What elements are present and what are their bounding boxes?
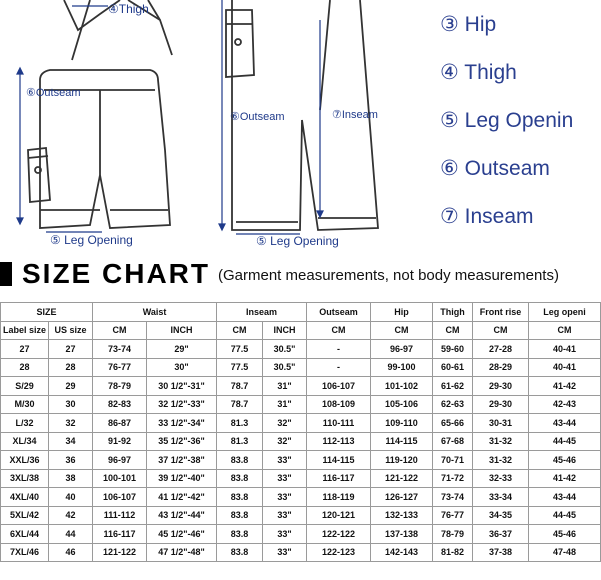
table-row xyxy=(1,395,601,414)
cell-thigh-cm: 60-61 xyxy=(433,358,473,377)
cell-waist-inch: 45 1/2"-46" xyxy=(147,525,217,544)
size-chart-subtitle: (Garment measurements, not body measurements) xyxy=(218,267,559,284)
cell-leg-opening-cm: 44-45 xyxy=(529,432,601,451)
cell-front-rise-cm: 31-32 xyxy=(473,432,529,451)
cell-hip-cm: 96-97 xyxy=(371,340,433,359)
cell-waist-cm: 73-74 xyxy=(93,340,147,359)
sub-header-label-size: Label size xyxy=(1,321,49,340)
cell-front-rise-cm: 37-38 xyxy=(473,543,529,562)
sub-header-hip-cm: CM xyxy=(371,321,433,340)
cell-inseam-cm: 83.8 xyxy=(217,451,263,470)
cell-waist-cm: 96-97 xyxy=(93,451,147,470)
cell-thigh-cm: 62-63 xyxy=(433,395,473,414)
cell-inseam-cm: 83.8 xyxy=(217,469,263,488)
sub-header-leg-opening-cm: CM xyxy=(529,321,601,340)
cell-front-rise-cm: 32-33 xyxy=(473,469,529,488)
group-header-leg-opening: Leg openi xyxy=(529,303,601,322)
cell-hip-cm: 101-102 xyxy=(371,377,433,396)
cell-outseam-cm: - xyxy=(307,358,371,377)
cell-waist-inch: 30 1/2"-31" xyxy=(147,377,217,396)
cell-outseam-cm: 122-123 xyxy=(307,543,371,562)
cell-waist-inch: 41 1/2"-42" xyxy=(147,488,217,507)
cell-label-size: 28 xyxy=(1,358,49,377)
sub-header-outseam-cm: CM xyxy=(307,321,371,340)
cell-inseam-inch: 33" xyxy=(263,469,307,488)
sub-header-waist-inch: INCH xyxy=(147,321,217,340)
cell-us-size: 32 xyxy=(49,414,93,433)
size-chart-table xyxy=(0,302,601,562)
size-chart-body xyxy=(1,340,601,562)
table-row xyxy=(1,340,601,359)
cell-leg-opening-cm: 40-41 xyxy=(529,358,601,377)
cell-waist-cm: 121-122 xyxy=(93,543,147,562)
cell-waist-inch: 37 1/2"-38" xyxy=(147,451,217,470)
cell-leg-opening-cm: 41-42 xyxy=(529,377,601,396)
cell-thigh-cm: 73-74 xyxy=(433,488,473,507)
cell-front-rise-cm: 28-29 xyxy=(473,358,529,377)
cell-inseam-cm: 83.8 xyxy=(217,525,263,544)
cell-us-size: 38 xyxy=(49,469,93,488)
cell-waist-cm: 86-87 xyxy=(93,414,147,433)
cell-inseam-cm: 83.8 xyxy=(217,506,263,525)
size-chart-header xyxy=(0,258,580,288)
cell-inseam-cm: 81.3 xyxy=(217,432,263,451)
cell-waist-inch: 29" xyxy=(147,340,217,359)
size-chart-title: SIZE CHART xyxy=(22,258,210,289)
group-header-front-rise: Front rise xyxy=(473,303,529,322)
group-header-waist: Waist xyxy=(93,303,217,322)
table-row xyxy=(1,414,601,433)
cell-leg-opening-cm: 40-41 xyxy=(529,340,601,359)
cell-hip-cm: 132-133 xyxy=(371,506,433,525)
short-leg-opening-label: ⑤ Leg Opening xyxy=(50,233,133,247)
sub-header-thigh-cm: CM xyxy=(433,321,473,340)
cell-us-size: 40 xyxy=(49,488,93,507)
cell-us-size: 42 xyxy=(49,506,93,525)
cell-label-size: 6XL/44 xyxy=(1,525,49,544)
cell-hip-cm: 119-120 xyxy=(371,451,433,470)
long-inseam-label: ⑦Inseam xyxy=(332,109,378,121)
cell-waist-cm: 78-79 xyxy=(93,377,147,396)
cell-leg-opening-cm: 47-48 xyxy=(529,543,601,562)
table-row xyxy=(1,525,601,544)
cell-outseam-cm: 108-109 xyxy=(307,395,371,414)
cell-hip-cm: 121-122 xyxy=(371,469,433,488)
group-header-hip: Hip xyxy=(371,303,433,322)
cell-label-size: S/29 xyxy=(1,377,49,396)
cell-inseam-inch: 32" xyxy=(263,432,307,451)
legend-thigh: ④ Thigh xyxy=(440,61,517,84)
cell-thigh-cm: 76-77 xyxy=(433,506,473,525)
cell-front-rise-cm: 30-31 xyxy=(473,414,529,433)
cell-label-size: 3XL/38 xyxy=(1,469,49,488)
cell-leg-opening-cm: 43-44 xyxy=(529,488,601,507)
long-leg-opening-label: ⑤ Leg Opening xyxy=(256,234,339,248)
cell-outseam-cm: 116-117 xyxy=(307,469,371,488)
sub-header-row xyxy=(1,321,601,340)
cell-inseam-inch: 33" xyxy=(263,525,307,544)
group-header-inseam: Inseam xyxy=(217,303,307,322)
cell-outseam-cm: 112-113 xyxy=(307,432,371,451)
cell-waist-cm: 116-117 xyxy=(93,525,147,544)
cell-leg-opening-cm: 41-42 xyxy=(529,469,601,488)
legend-hip: ③ Hip xyxy=(440,13,497,36)
cell-label-size: XXL/36 xyxy=(1,451,49,470)
cell-inseam-cm: 83.8 xyxy=(217,543,263,562)
group-header-outseam: Outseam xyxy=(307,303,371,322)
legend-inseam: ⑦ Inseam xyxy=(440,205,534,228)
cell-inseam-cm: 83.8 xyxy=(217,488,263,507)
cell-outseam-cm: 114-115 xyxy=(307,451,371,470)
cell-waist-cm: 76-77 xyxy=(93,358,147,377)
cell-label-size: 4XL/40 xyxy=(1,488,49,507)
cell-hip-cm: 137-138 xyxy=(371,525,433,544)
cell-thigh-cm: 61-62 xyxy=(433,377,473,396)
long-outseam-label: ⑥Outseam xyxy=(230,111,285,123)
cell-label-size: L/32 xyxy=(1,414,49,433)
cell-waist-inch: 47 1/2"-48" xyxy=(147,543,217,562)
cell-label-size: 27 xyxy=(1,340,49,359)
garment-diagram xyxy=(0,0,580,258)
thigh-label: ④Thigh xyxy=(108,2,149,16)
cell-front-rise-cm: 34-35 xyxy=(473,506,529,525)
cell-inseam-inch: 33" xyxy=(263,488,307,507)
cell-outseam-cm: 122-122 xyxy=(307,525,371,544)
cell-label-size: 5XL/42 xyxy=(1,506,49,525)
cell-waist-cm: 82-83 xyxy=(93,395,147,414)
cell-thigh-cm: 59-60 xyxy=(433,340,473,359)
table-row xyxy=(1,469,601,488)
cell-waist-inch: 43 1/2"-44" xyxy=(147,506,217,525)
table-row xyxy=(1,358,601,377)
cell-hip-cm: 105-106 xyxy=(371,395,433,414)
cell-us-size: 30 xyxy=(49,395,93,414)
cell-thigh-cm: 71-72 xyxy=(433,469,473,488)
table-row xyxy=(1,488,601,507)
table-row xyxy=(1,432,601,451)
cell-outseam-cm: 118-119 xyxy=(307,488,371,507)
cell-waist-inch: 39 1/2"-40" xyxy=(147,469,217,488)
cell-inseam-cm: 81.3 xyxy=(217,414,263,433)
cell-inseam-inch: 33" xyxy=(263,451,307,470)
cell-inseam-cm: 77.5 xyxy=(217,340,263,359)
cell-front-rise-cm: 31-32 xyxy=(473,451,529,470)
sub-header-front-rise-cm: CM xyxy=(473,321,529,340)
cell-thigh-cm: 78-79 xyxy=(433,525,473,544)
cell-label-size: XL/34 xyxy=(1,432,49,451)
cell-thigh-cm: 67-68 xyxy=(433,432,473,451)
cell-hip-cm: 109-110 xyxy=(371,414,433,433)
cell-waist-cm: 91-92 xyxy=(93,432,147,451)
cell-hip-cm: 142-143 xyxy=(371,543,433,562)
table-row xyxy=(1,506,601,525)
cell-hip-cm: 114-115 xyxy=(371,432,433,451)
cell-label-size: M/30 xyxy=(1,395,49,414)
cell-inseam-cm: 78.7 xyxy=(217,395,263,414)
cell-hip-cm: 126-127 xyxy=(371,488,433,507)
cell-waist-cm: 106-107 xyxy=(93,488,147,507)
cell-thigh-cm: 65-66 xyxy=(433,414,473,433)
sub-header-waist-cm: CM xyxy=(93,321,147,340)
cell-us-size: 44 xyxy=(49,525,93,544)
cell-outseam-cm: 106-107 xyxy=(307,377,371,396)
cell-front-rise-cm: 36-37 xyxy=(473,525,529,544)
cell-leg-opening-cm: 45-46 xyxy=(529,525,601,544)
cell-waist-inch: 30" xyxy=(147,358,217,377)
table-row xyxy=(1,377,601,396)
cell-hip-cm: 99-100 xyxy=(371,358,433,377)
table-row xyxy=(1,451,601,470)
legend-leg-opening: ⑤ Leg Openin xyxy=(440,109,574,132)
sub-header-inseam-cm: CM xyxy=(217,321,263,340)
cell-waist-inch: 33 1/2"-34" xyxy=(147,414,217,433)
cell-us-size: 46 xyxy=(49,543,93,562)
cell-us-size: 29 xyxy=(49,377,93,396)
cell-front-rise-cm: 29-30 xyxy=(473,395,529,414)
sub-header-us-size: US size xyxy=(49,321,93,340)
cell-waist-cm: 100-101 xyxy=(93,469,147,488)
short-outseam-label: ⑥Outseam xyxy=(26,87,81,99)
sub-header-inseam-inch: INCH xyxy=(263,321,307,340)
cell-waist-inch: 32 1/2"-33" xyxy=(147,395,217,414)
cell-thigh-cm: 70-71 xyxy=(433,451,473,470)
cell-inseam-cm: 78.7 xyxy=(217,377,263,396)
cell-waist-inch: 35 1/2"-36" xyxy=(147,432,217,451)
group-header-row xyxy=(1,303,601,322)
cell-leg-opening-cm: 45-46 xyxy=(529,451,601,470)
cell-inseam-inch: 31" xyxy=(263,395,307,414)
cell-leg-opening-cm: 42-43 xyxy=(529,395,601,414)
header-accent-bar xyxy=(0,262,12,286)
cell-us-size: 34 xyxy=(49,432,93,451)
cell-inseam-inch: 32" xyxy=(263,414,307,433)
cell-inseam-cm: 77.5 xyxy=(217,358,263,377)
cell-us-size: 27 xyxy=(49,340,93,359)
cell-label-size: 7XL/46 xyxy=(1,543,49,562)
cell-inseam-inch: 30.5" xyxy=(263,340,307,359)
cell-outseam-cm: - xyxy=(307,340,371,359)
group-header-size: SIZE xyxy=(1,303,93,322)
cell-front-rise-cm: 33-34 xyxy=(473,488,529,507)
cell-front-rise-cm: 29-30 xyxy=(473,377,529,396)
group-header-thigh: Thigh xyxy=(433,303,473,322)
table-row xyxy=(1,543,601,562)
cell-us-size: 36 xyxy=(49,451,93,470)
cell-leg-opening-cm: 43-44 xyxy=(529,414,601,433)
cell-waist-cm: 111-112 xyxy=(93,506,147,525)
cell-inseam-inch: 31" xyxy=(263,377,307,396)
cell-inseam-inch: 33" xyxy=(263,506,307,525)
cell-outseam-cm: 110-111 xyxy=(307,414,371,433)
legend-outseam: ⑥ Outseam xyxy=(440,157,550,180)
cell-us-size: 28 xyxy=(49,358,93,377)
cell-outseam-cm: 120-121 xyxy=(307,506,371,525)
cell-leg-opening-cm: 44-45 xyxy=(529,506,601,525)
cell-front-rise-cm: 27-28 xyxy=(473,340,529,359)
cell-thigh-cm: 81-82 xyxy=(433,543,473,562)
cell-inseam-inch: 33" xyxy=(263,543,307,562)
cell-inseam-inch: 30.5" xyxy=(263,358,307,377)
